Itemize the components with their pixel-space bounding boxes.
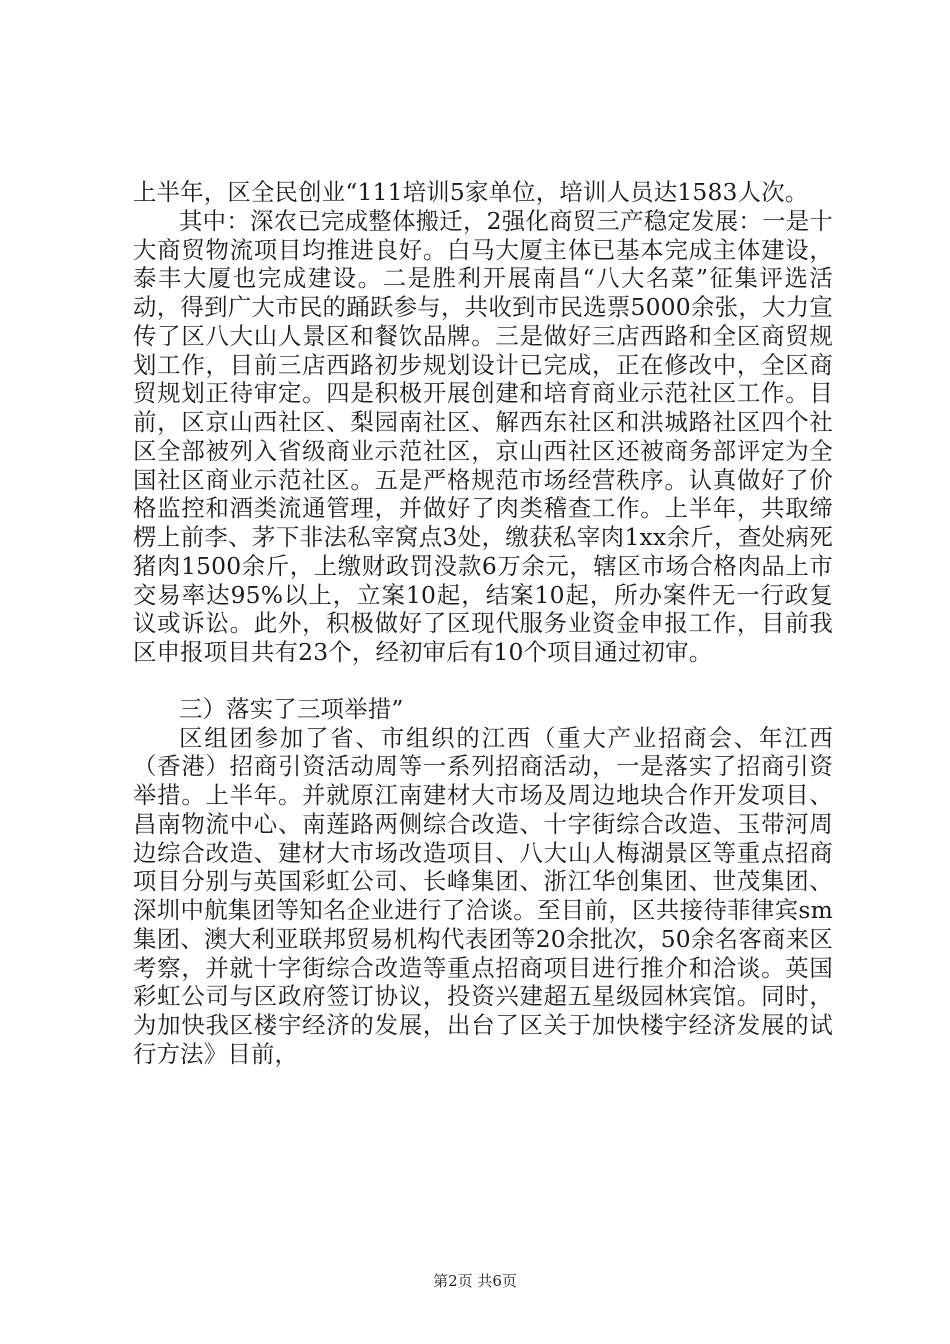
document-body [133, 178, 833, 1069]
page-number-label: 第2页 共6页 [433, 1272, 517, 1290]
paragraph-investment-promotion: 区组团参加了省、市组织的江西（重大产业招商会、年江西（香港）招商引资活动周等一系列招商活动，一是落实了招商引资举措。上半年。并就原江南建材大市场及周边地块合作开发项目、昌南物流中心、南莲路两侧综合改造、十字街综合改造、玉带河周边综合改造、建材大市场改造项目、八大山人梅湖景区等重点招商项目分别与英国彩虹公司、长峰集团、浙江华创集团、世茂集团、深圳中航集团等知名企业进行了洽谈。至目前，区共接待菲律宾sm集团、澳大利亚联邦贸易机构代表团等20余批次，50余名客商来区考察，并就十字街综合改造等重点招商项目进行推介和洽谈。英国彩虹公司与区政府签订协议，投资兴建超五星级园林宾馆。同时，为加快我区楼宇经济的发展，出台了区关于加快楼宇经济发展的试行方法》目前， [133, 723, 833, 1068]
section-heading-three-measures: 三）落实了三项举措” [179, 694, 404, 723]
paragraph-training-summary: 上半年，区全民创业“111培训5家单位，培训人员达1583人次。 [133, 178, 809, 206]
paragraph-commerce-development: 其中：深农已完成整体搬迁，2强化商贸三产稳定发展：一是十大商贸物流项目均推进良好。白马大厦主体已基本完成主体建设，泰丰大厦也完成建设。二是胜利开展南昌“八大名菜”征集评选活动，得到广大市民的踊跃参与，共收到市民选票5000余张，大力宣传了区八大山人景区和餐饮品牌。三是做好三店西路和全区商贸规划工作，目前三店西路初步规划设计已完成，正在修改中，全区商贸规划正待审定。四是积极开展创建和培育商业示范社区工作。目前，区京山西社区、梨园南社区、解西东社区和洪城路社区四个社区全部被列入省级商业示范社区，京山西社区还被商务部评定为全国社区商业示范社区。五是严格规范市场经营秩序。认真做好了价格监控和酒类流通管理，并做好了肉类稽查工作。上半年，共取缔楞上前李、茅下非法私宰窝点3处，缴获私宰肉1xx余斤，查处病死猪肉1500余斤，上缴财政罚没款6万余元，辖区市场合格肉品上市交易率达95%以上，立案10起，结案10起，所办案件无一行政复议或诉讼。此外，积极做好了区现代服务业资金申报工作，目前我区申报项目共有23个，经初审后有10个项目通过初审。 [133, 206, 833, 666]
page-footer [0, 1272, 950, 1290]
